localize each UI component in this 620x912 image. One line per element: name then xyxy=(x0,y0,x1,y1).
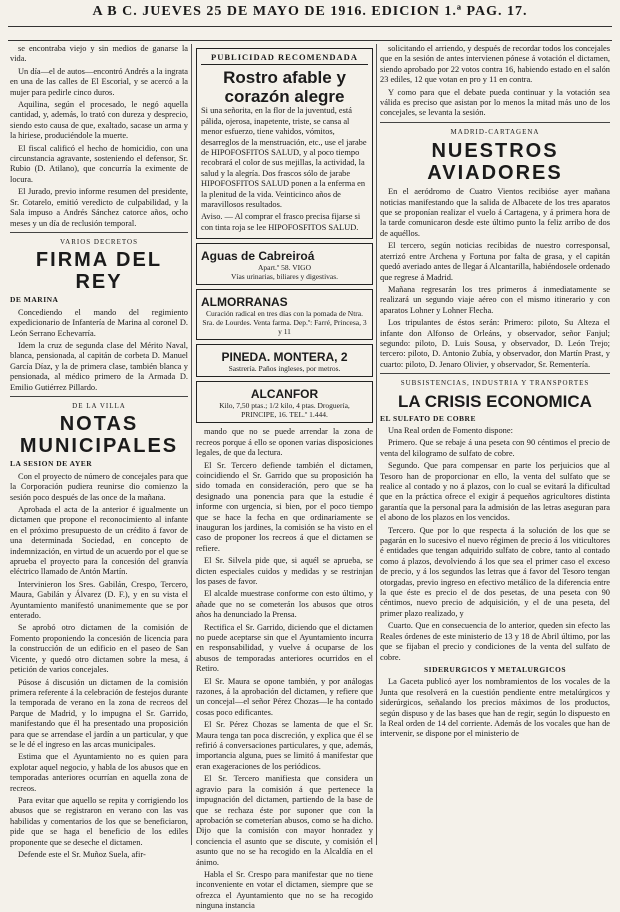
article-paragraph: El tercero, según noticias recibidas de nuestro corresponsal, aterrizó entre Archena y Fortuna por falta de grasa, y el capitán quedó averiado antes de llegar á Alcantarilla, habiéndosele ordenado que regrese á Madrid. xyxy=(380,241,610,282)
article-paragraph: Aquilina, según el procesado, le negó aquella cantidad, y, además, lo trató con dureza y desprecio, siendo esto causa de que, exaltado, sacase un arma y la hiriese, produciéndole la muerte. xyxy=(10,100,188,141)
ad-hipofosfitos xyxy=(196,48,373,239)
column-divider-1 xyxy=(191,44,192,845)
article-paragraph: Se aprobó otro dictamen de la comisión de Fomento proponiendo la concesión de licencia para la construcción de un edificio en el paseo de San Vicente, y quedó otro dictamen sobre la mesa, á petición de varios concejales. xyxy=(10,623,188,675)
ad-pineda xyxy=(196,344,373,377)
article-paragraph: Un día—el de autos—encontró Andrés a la ingrata en una de las calles de El Escorial, y se acercó a la mujer para pedirle cinco duros. xyxy=(10,66,188,97)
ad-body: Kilo, 7,50 ptas.; 1/2 kilo, 4 ptas. Droguería, PRINCIPE, 16. TEL.º 1.444. xyxy=(219,401,350,420)
section-kicker: SUBSISTENCIAS, INDUSTRIA Y TRANSPORTES xyxy=(400,379,590,388)
article-paragraph: Intervinieron los Sres. Gabilán, Crespo, Tercero, Maura, Gabilán y Álvarez (D. F.), y en su vista el Ayuntamiento manifestó unanimemente que se por enterado. xyxy=(10,579,188,621)
section-separator xyxy=(380,122,610,123)
ad-brand: PINEDA. MONTERA, 2 xyxy=(221,350,348,365)
article-paragraph: Estima que el Ayuntamiento no es quien para explotar aquel negocio, y habla de los abusos que en temporadas anteriores ocurrían en aquella zona de recreos. xyxy=(10,752,188,793)
column-left xyxy=(10,44,188,859)
section-kicker: MADRID-CARTAGENA xyxy=(450,127,540,136)
column-divider-2 xyxy=(376,44,377,845)
ad-almorranas xyxy=(196,289,373,340)
ad-headline: Rostro afable y corazón alegre xyxy=(223,68,346,107)
ad-body: Vías urinarias, biliares y digestivas. xyxy=(230,272,339,282)
ad-body: Sastrería. Paños ingleses, por metros. xyxy=(228,364,341,374)
article-paragraph: Una Real orden de Fomento dispone: xyxy=(388,425,513,435)
ad-address: Apart.º 58. VIGO xyxy=(257,263,311,273)
article-paragraph: Los tripulantes de éstos serán: Primero: piloto, Su Alteza el infante don Alfonso de Orleáns, y observador, señor Fanjul; segundo: piloto, D. Luis Sousa, y observador, D. León Trejo; tercero: piloto, D. Antonio Zubía, y observador, don Martín Prast, y cuarto: piloto, D. Jenaro Olivier, y observador, Sr. Rementería. xyxy=(380,318,610,369)
subheadline: DE MARINA xyxy=(10,295,59,305)
section-separator xyxy=(10,396,188,397)
article-paragraph: Con el proyecto de número de concejales para que la Corporación pudiera reunirse dio comienzo la sesión poco después de las once de la mañana. xyxy=(10,471,188,502)
article-paragraph: Y como para que el debate pueda continuar y la votación sea válida es preciso que asistan por lo menos la mitad más uno de los concejales, se levanta la sesión. xyxy=(380,87,610,118)
article-paragraph: Tercero. Que por lo que respecta á la solución de los que se pagarán en lo sucesivo el nuevo régimen de precio á los viticultores é entidades que tengan adquirido sulfato de cobre, tanto al contado como á plazos, devolviendo á los que sea el primer caso el exceso de precio, y á los segundos las letras que á favor del Tesoro tengan otorgadas, previo ingreso en efectivo metálico de la diferencia entre la que éste es precio el de dos pesetas, de una peseta con 90 céntimos, nuevo precio de adquisición, y el de una peseta, del primer plazo realizado, y xyxy=(380,525,610,618)
article-paragraph: Cuarto. Que en consecuencia de lo anterior, queden sin efecto las Reales órdenes de este ministerio de 13 y 18 de Abril último, por las que se fijaban el precio y condiciones de la venta del sulfato de cobre. xyxy=(380,621,610,662)
column-right xyxy=(380,44,610,845)
article-paragraph: Mañana regresarán los tres primeros á inmediatamente se realizará un segundo viaje aéreo con el mismo itinerario y con aparatos Lohner y Lohner Flecha. xyxy=(380,284,610,315)
article-paragraph: La Gaceta publicó ayer los nombramientos de los vocales de la Junta que resolverá en la cuestión pendiente entre metalúrgicos y siderúrgicos, señalando los precios máximos de los productos, según dispuso y de las bases que han de regir, según lo dispuesto en la Real orden de 14 del corriente. Además de los vocales que han de intervenir, se dispone por el ministerio de xyxy=(380,677,610,739)
subheadline: EL SULFATO DE COBRE xyxy=(380,413,476,423)
ad-body: Si una señorita, en la flor de la juventud, está pálida, ojerosa, inapetente, triste, se cansa al menor esfuerzo, tiene vahidos, vómitos, desarreglos de la menstruación, etc., use el jarabe de HIPOFOSFITOS SALUD, y al poco tiempo recobrará el color de sus mejillas, la actividad, la salud y la alegría. Dos frascos sólo de jarabe HIPOFOSFITOS SALUD ponen a la enferma en la plenitud de la vida. Veinticinco años de maravillosos resultados. xyxy=(201,106,367,210)
article-paragraph: Púsose á discusión un dictamen de la comisión primera referente á la celebración de festejos durante la temporada de verano en la zona de recreos del Parque de Madrid, y lo impugna el Sr. Garrido, manifestando que él ha presentado una proposición para que se arrendase el jardín a un particular, y que se le dé el ingreso en las arcas municipales. xyxy=(10,677,188,749)
column-middle xyxy=(196,44,373,911)
article-paragraph: solicitando el arriendo, y después de recordar todos los concejales que en la sesión de antes intervienen pónese á votación el dictamen, siendo aprobado por 22 votos contra 16, habiendo estado en el salón 23 ediles, 12 que votan en pro y 11 en contra. xyxy=(380,44,610,85)
ad-alcanfor xyxy=(196,381,373,423)
ad-brand: ALMORRANAS xyxy=(201,295,288,310)
article-paragraph: El Sr. Pérez Chozas se lamenta de que el Sr. Maura tenga tan poca discreción, y explica que él se refirió á conversaciones particulares, y que, además, importancia alguna, pues se limitó á manifestar que eran exageraciones de los periódicos. xyxy=(196,720,373,771)
ad-body: Curación radical en tres días con la pomada de Ntra. Sra. de Lourdes. Venta farma. Dep.º: Farré, Princesa, 3 y 11 xyxy=(202,309,367,337)
ad-brand: Aguas de Cabreiroá xyxy=(201,249,315,264)
article-paragraph: Habla el Sr. Crespo para manifestar que no tiene inconveniente en votar el dictamen, siempre que se ofrezca el Ayuntamiento que no se ha recogido ninguna instancia xyxy=(196,869,373,911)
article-paragraph: El Sr. Silvela pide que, si aquél se aprueba, se dicten especiales cuidos y medidas y se restrinjan los pases de favor. xyxy=(196,556,373,586)
article-paragraph: se encontraba viejo y sin medios de ganarse la vida. xyxy=(10,44,188,64)
article-paragraph: Idem la cruz de segunda clase del Mérito Naval, blanca, pensionada, al capitán de corbeta D. Manuel García Díaz, y la de primera clase, también blanca y pensionada, al médico primero de la Armada D. Emilio Gutiérrez Pillardo. xyxy=(10,340,188,392)
article-paragraph: El alcalde muestrase conforme con esto último, y añade que no se cometerán los abusos que otros años ha denunciado la Prensa. xyxy=(196,589,373,620)
header-rule-top xyxy=(8,26,612,27)
section-kicker: VARIOS DECRETOS xyxy=(60,237,138,246)
article-paragraph: Rectifica el Sr. Garrido, diciendo que el dictamen no puede aceptarse sin que el Ayuntamiento incurra en responsabilidad, y vuelve á ocuparse de los abusos de temporadas anteriores ocurridos en el Retiro. xyxy=(196,622,373,674)
article-paragraph: Concediendo el mando del regimiento expedicionario de Infantería de Marina al coronel D. León Serrano Echevarría. xyxy=(10,307,188,338)
section-separator xyxy=(380,373,610,374)
article-paragraph: El Sr. Tercero manifiesta que considera un agravio para la comisión á que pertenece la impugnación del dictamen, partiendo de la base de que se rechaza éste por suponer que con la aprobación se cometerían abusos, como se ha dicho. Dijo que la comisión con mayor honradez y conciencia el asunto que se discute, y comisión el asunto que no se ha recogido en la Alcaldía en el ánimo. xyxy=(196,774,373,867)
article-paragraph: El fiscal calificó el hecho de homicidio, con una circunstancia agravante, sosteniendo el defensor, Sr. Rubio (D. Atilano), que concurría la eximente de locura. xyxy=(10,143,188,184)
article-paragraph: mando que no se puede arrendar la zona de recreos porque á ello se oponen varias disposiciones legales, de que da lectura. xyxy=(196,427,373,458)
section-separator xyxy=(10,232,188,233)
ad-warning: Aviso. — Al comprar el frasco precisa fijarse si con tinta roja se lee HIPOFOSFITOS SALUD. xyxy=(201,212,361,232)
headline-notas-municipales: NOTAS MUNICIPALES xyxy=(19,413,179,458)
headline-crisis-economica: LA CRISIS ECONOMICA xyxy=(398,391,592,411)
article-paragraph: El Jurado, previo informe resumen del presidente, Sr. Cotarelo, emitió veredicto de culpabilidad, y la Sala impuso a Andrés Sánchez catorce años, ocho meses y un día de reclusión temporal. xyxy=(10,187,188,228)
article-paragraph: Defende este el Sr. Muñoz Suela, afir- xyxy=(18,850,146,859)
article-paragraph: En el aeródromo de Cuatro Vientos recibióse ayer mañana noticias manifestando que la salida de Albacete de los tres aparatos que se proponían realizar el vuelo á Cartagena, y á primera hora de la tarde comunicaron desde este último punto la feliz arribo de dos de aquéllos. xyxy=(380,187,610,238)
subheadline: SIDERURGICOS Y METALURGICOS xyxy=(424,664,566,674)
article-paragraph: El Sr. Maura se opone también, y por análogas razones, á la aprobación del dictamen, y refiere que un concejal—el señor Pérez Chozas—le ha contado cosas poco edificantes. xyxy=(196,676,373,717)
headline-nuestros-aviadores: NUESTROS AVIADORES xyxy=(427,140,563,185)
ad-section-tag: PUBLICIDAD RECOMENDADA xyxy=(201,52,368,65)
ad-cabreiroa xyxy=(196,243,373,285)
article-paragraph: Primero. Que se rebaje á una peseta con 90 céntimos el precio de venta del kilogramo de sulfato de cobre. xyxy=(380,438,610,458)
header-rule-bottom xyxy=(8,40,612,41)
article-paragraph: Aprobada el acta de la anterior é igualmente un dictamen que propone el reconocimiento al infante en el próximo presupuesto de un crédito á favor de una determinada Sociedad, en concepto de indemnización, en virtud de un acuerdo por el que se aprueba el proyecto para la concesión del granvía eléctrico llamado de Antón Martín. xyxy=(10,505,188,577)
section-kicker: DE LA VILLA xyxy=(72,401,126,410)
article-paragraph: Segundo. Que para compensar en parte los perjuicios que al Tesoro han de proporcionar en ello, la venta del sulfato que se realice al contado y no á plazos, con lo cual se evitará la dificultad que en la práctica ofrece el exigir á pequeños agricultores distinta garantía que la personal para la admisión de las letras aseguran para el abono de los plazos en los vencidos. xyxy=(380,461,610,523)
subheadline: LA SESION DE AYER xyxy=(10,459,93,469)
article-paragraph: Para evitar que aquello se repita y corrigiendo los abusos que se registraron en verano con las vas habilidas y comentarios de los que se beneficiaron, pide que se haga el beneficio de los ediles proponente que se deseche el dictamen. xyxy=(10,795,188,847)
ad-brand: ALCANFOR xyxy=(250,387,319,402)
article-paragraph: El Sr. Tercero defiende también el dictamen, coincidiendo el Sr. Garrido que su proposición ha sido tomada en consideración, pero que se ha designado una ponencia para que la estudie é informe con urgencia, si bien, por el poco tiempo que se hace la fecha en que ordinariamente se inauguran los jardines, la comisión se ha visto en el caso de proponer los recreos á que el dictamen se refiere. xyxy=(196,460,373,553)
headline-firma-del-rey: FIRMA DEL REY xyxy=(35,249,163,294)
page-header: A B C. JUEVES 25 DE MAYO DE 1916. EDICION 1.ª PAG. 17. xyxy=(92,4,528,19)
